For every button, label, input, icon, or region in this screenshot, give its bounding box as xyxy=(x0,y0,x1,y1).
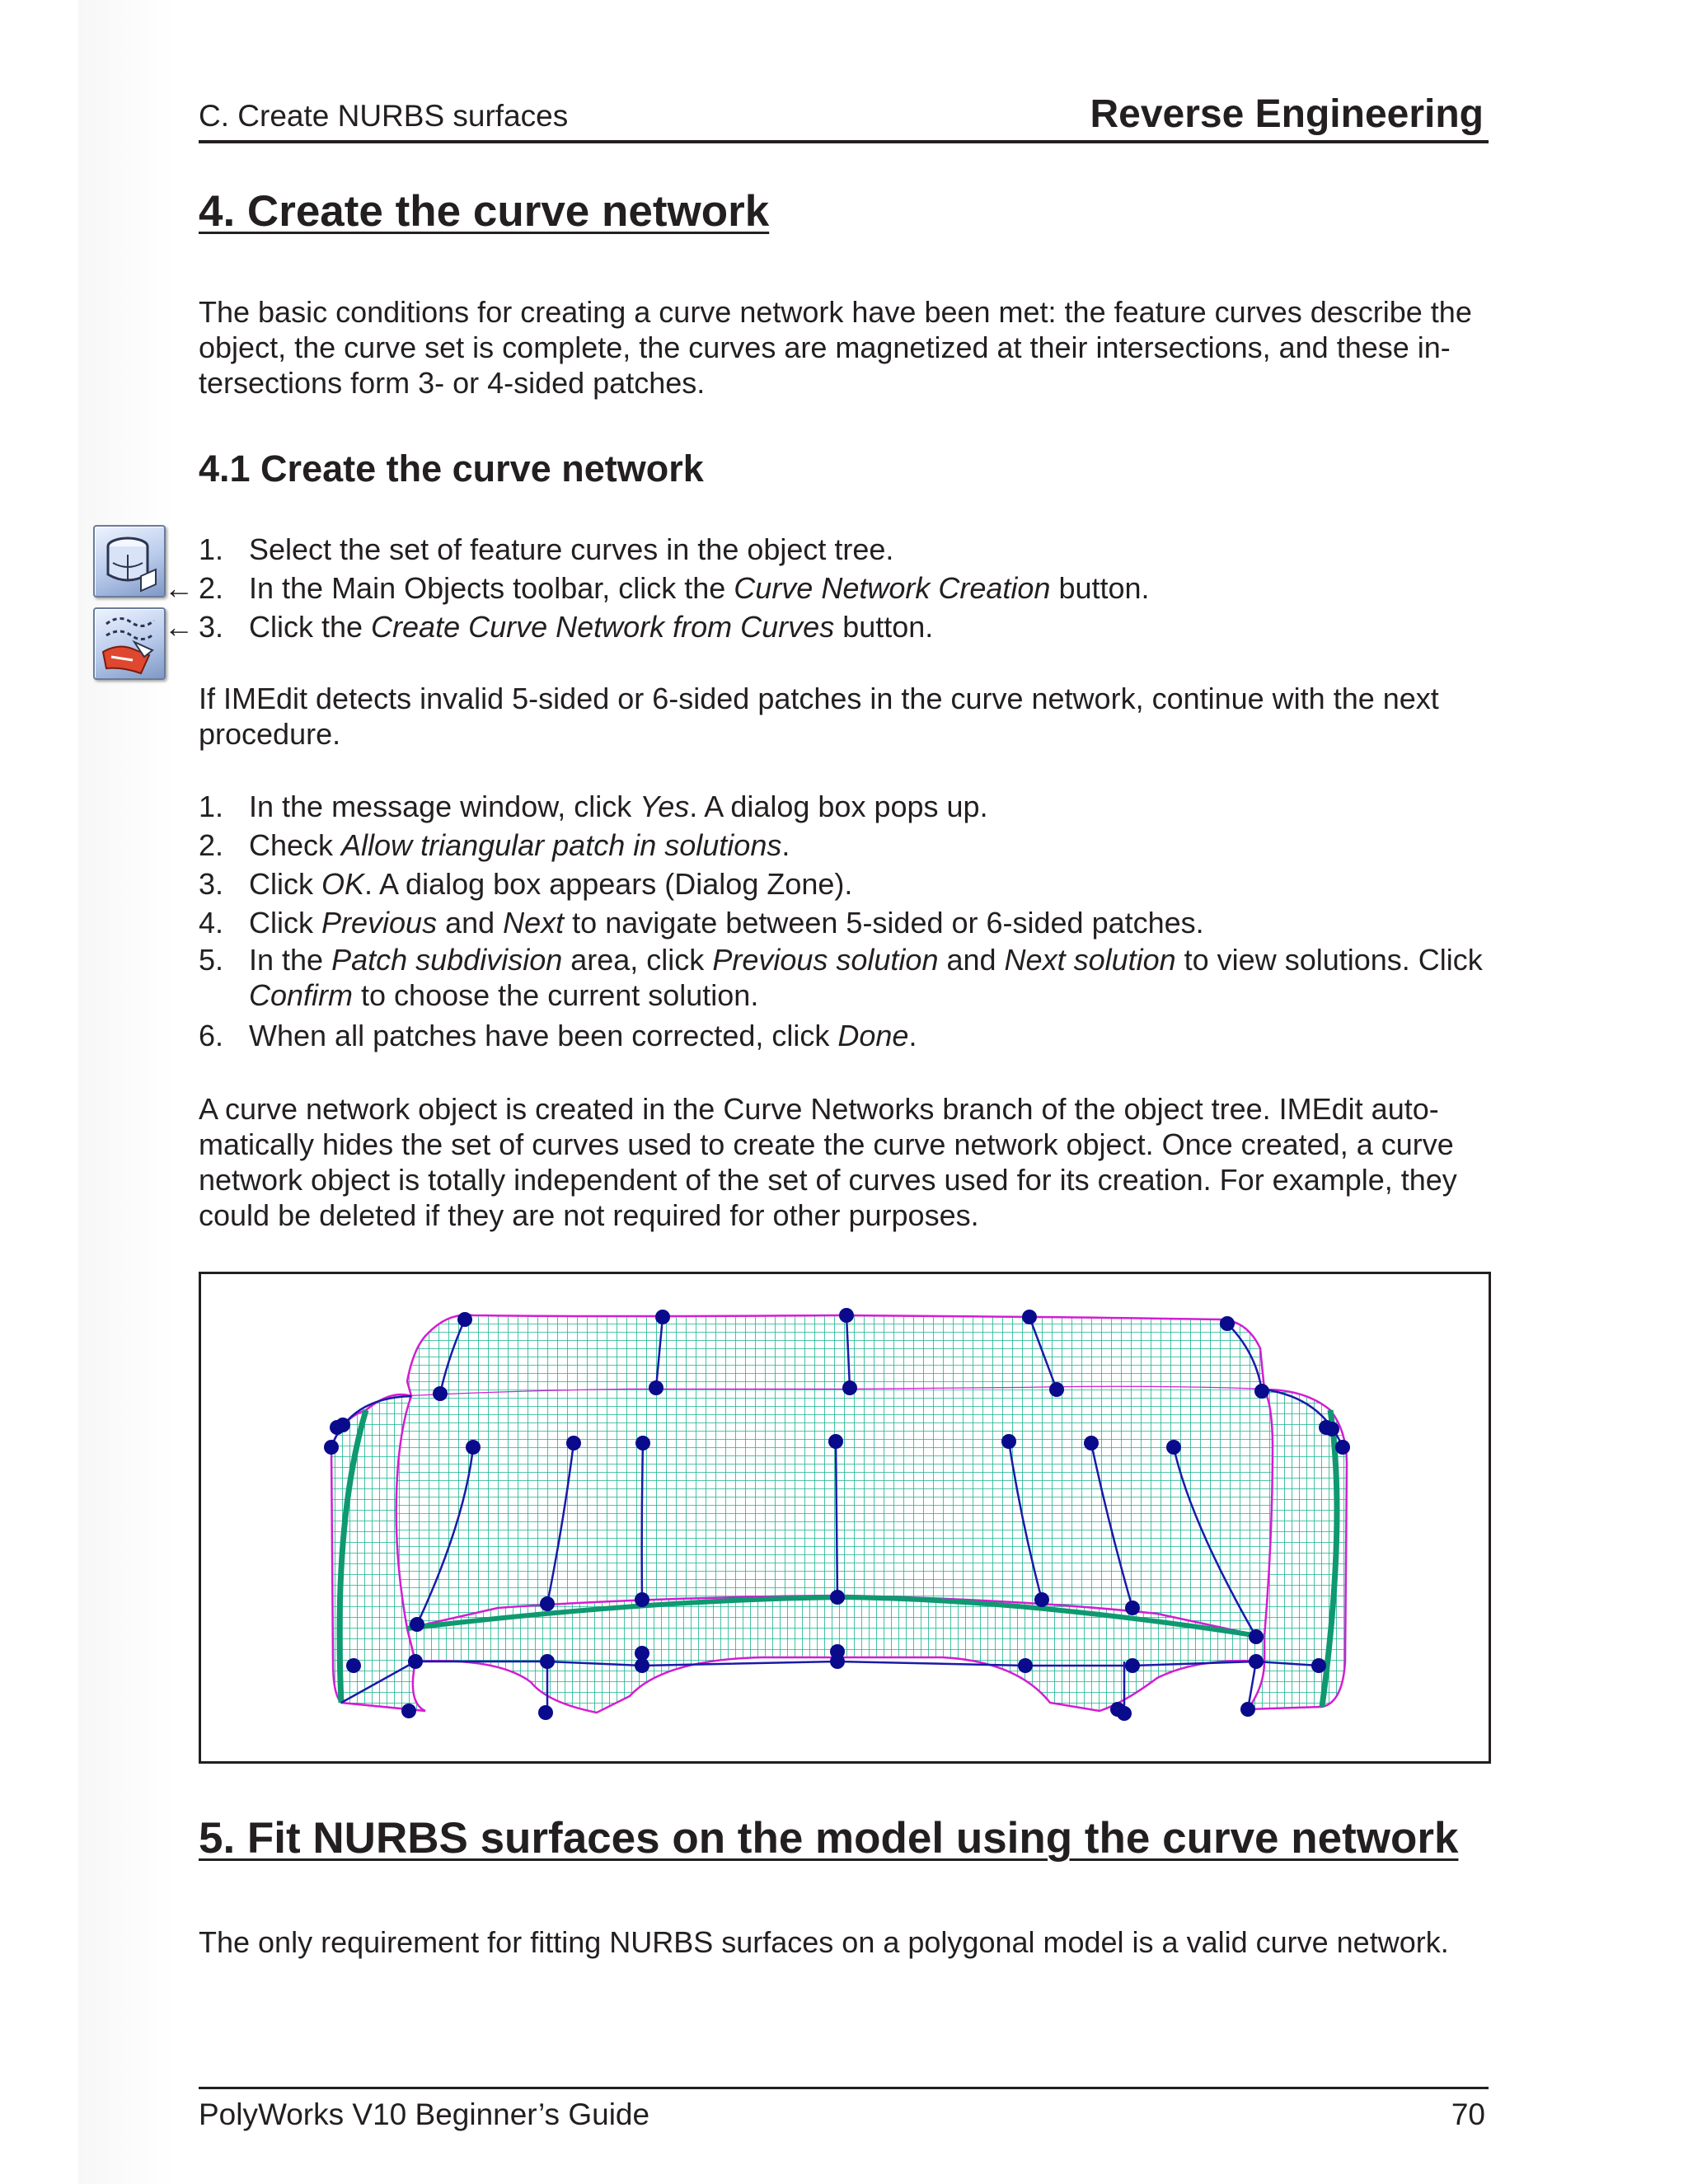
invalid-patches-note: If IMEdit detects invalid 5-sided or 6-sided patches in the curve network, continue with the next procedure. xyxy=(199,682,1439,751)
network-node xyxy=(635,1436,650,1451)
network-node xyxy=(408,1654,423,1669)
page-footer xyxy=(199,2087,1489,2139)
network-node xyxy=(538,1705,553,1720)
list-item: 1. In the message window, click Yes. A dialog box pops up. xyxy=(199,790,988,823)
page-number: 70 xyxy=(1451,2097,1485,2131)
pointer-arrow-icon: ← xyxy=(164,610,194,644)
network-node xyxy=(1249,1629,1264,1644)
network-node xyxy=(540,1654,555,1669)
network-node xyxy=(655,1310,670,1324)
procedure-steps xyxy=(199,787,1501,1055)
ui-term: Curve Network Creation xyxy=(734,571,1051,605)
curve-network-render xyxy=(201,1274,1489,1761)
network-node xyxy=(1335,1440,1350,1455)
list-item: 1. Select the set of feature curves in the object tree. xyxy=(199,532,894,566)
network-node xyxy=(839,1308,854,1323)
network-node xyxy=(1254,1384,1269,1399)
network-node xyxy=(401,1704,416,1718)
list-item: 2. In the Main Objects toolbar, click the Curve Network Creation button. xyxy=(199,571,1150,605)
create-curve-network-from-curves-icon[interactable] xyxy=(93,607,166,680)
network-node xyxy=(1022,1310,1037,1324)
network-curve xyxy=(642,1443,643,1600)
section-5-heading: 5. Fit NURBS surfaces on the model using the curve network xyxy=(199,1814,1459,1863)
network-node xyxy=(830,1590,845,1605)
network-node xyxy=(1240,1702,1255,1717)
creation-steps xyxy=(199,530,1501,646)
network-node xyxy=(635,1646,649,1661)
list-item: 3. Click the Create Curve Network from Curves button. xyxy=(199,610,934,644)
top-rim-surface xyxy=(407,1315,1264,1396)
list-item: 6. When all patches have been corrected, click Done. xyxy=(199,1019,917,1052)
network-node xyxy=(324,1440,339,1455)
network-node xyxy=(830,1644,845,1659)
section-5-paragraph: The only requirement for fitting NURBS surfaces on a polygonal model is a valid curve network. xyxy=(199,1925,1449,1959)
network-node xyxy=(1018,1658,1033,1673)
section-4-intro: The basic conditions for creating a curve network have been met: the feature curves describe the object, the curve set is complete, the curves are magnetized at their intersections, and these in-tersections form 3- or 4-sided patches. xyxy=(199,295,1472,400)
network-node xyxy=(1325,1422,1339,1436)
list-item: 4. Click Previous and Next to navigate between 5-sided or 6-sided patches. xyxy=(199,906,1204,940)
network-node xyxy=(828,1434,843,1449)
network-node xyxy=(566,1436,581,1451)
network-node xyxy=(1249,1654,1264,1669)
network-node xyxy=(1084,1436,1099,1451)
page-header xyxy=(199,84,1489,143)
network-node xyxy=(466,1440,481,1455)
header-section: C. Create NURBS surfaces xyxy=(199,99,569,133)
list-item: 5. In the Patch subdivision area, click Previous solution and Next solution to view solutions. Click Confirm to choose the current solution. xyxy=(199,943,1483,1012)
network-node xyxy=(1001,1434,1016,1449)
network-node xyxy=(842,1380,857,1395)
network-node xyxy=(649,1380,663,1395)
network-node xyxy=(346,1658,361,1673)
subsection-4-1-heading: 4.1 Create the curve network xyxy=(199,448,704,490)
network-node xyxy=(1049,1382,1064,1397)
network-node xyxy=(1166,1440,1181,1455)
header-title: Reverse Engineering xyxy=(1090,92,1484,136)
network-node xyxy=(1034,1592,1049,1607)
section-4-heading: 4. Create the curve network xyxy=(199,187,770,236)
network-node xyxy=(635,1592,649,1607)
network-node xyxy=(540,1596,555,1611)
network-node xyxy=(1311,1658,1326,1673)
footer-guide-title: PolyWorks V10 Beginner’s Guide xyxy=(199,2097,650,2131)
result-paragraph: A curve network object is created in the Curve Networks branch of the object tree. IMEdit auto-matically hides the set of curves used to create the curve network object. Once created, a curve network object is totally independent of the set of curves used for its creation. For example, they could be deleted if they are not required for other purposes. xyxy=(199,1092,1457,1232)
curve-network-creation-icon[interactable] xyxy=(93,525,166,598)
list-item: 3. Click OK. A dialog box appears (Dialog Zone). xyxy=(199,867,853,901)
network-node xyxy=(1125,1658,1140,1673)
network-node xyxy=(410,1617,424,1632)
network-node xyxy=(1220,1316,1235,1331)
network-node xyxy=(1125,1601,1140,1615)
network-node xyxy=(433,1386,448,1401)
list-item: 2. Check Allow triangular patch in solutions. xyxy=(199,828,790,862)
network-node xyxy=(1117,1706,1132,1721)
network-node xyxy=(330,1420,345,1435)
network-node xyxy=(457,1312,472,1327)
curve-network-figure xyxy=(199,1272,1491,1764)
pointer-arrow-icon: ← xyxy=(164,571,194,605)
ui-term: Create Curve Network from Curves xyxy=(371,610,835,644)
